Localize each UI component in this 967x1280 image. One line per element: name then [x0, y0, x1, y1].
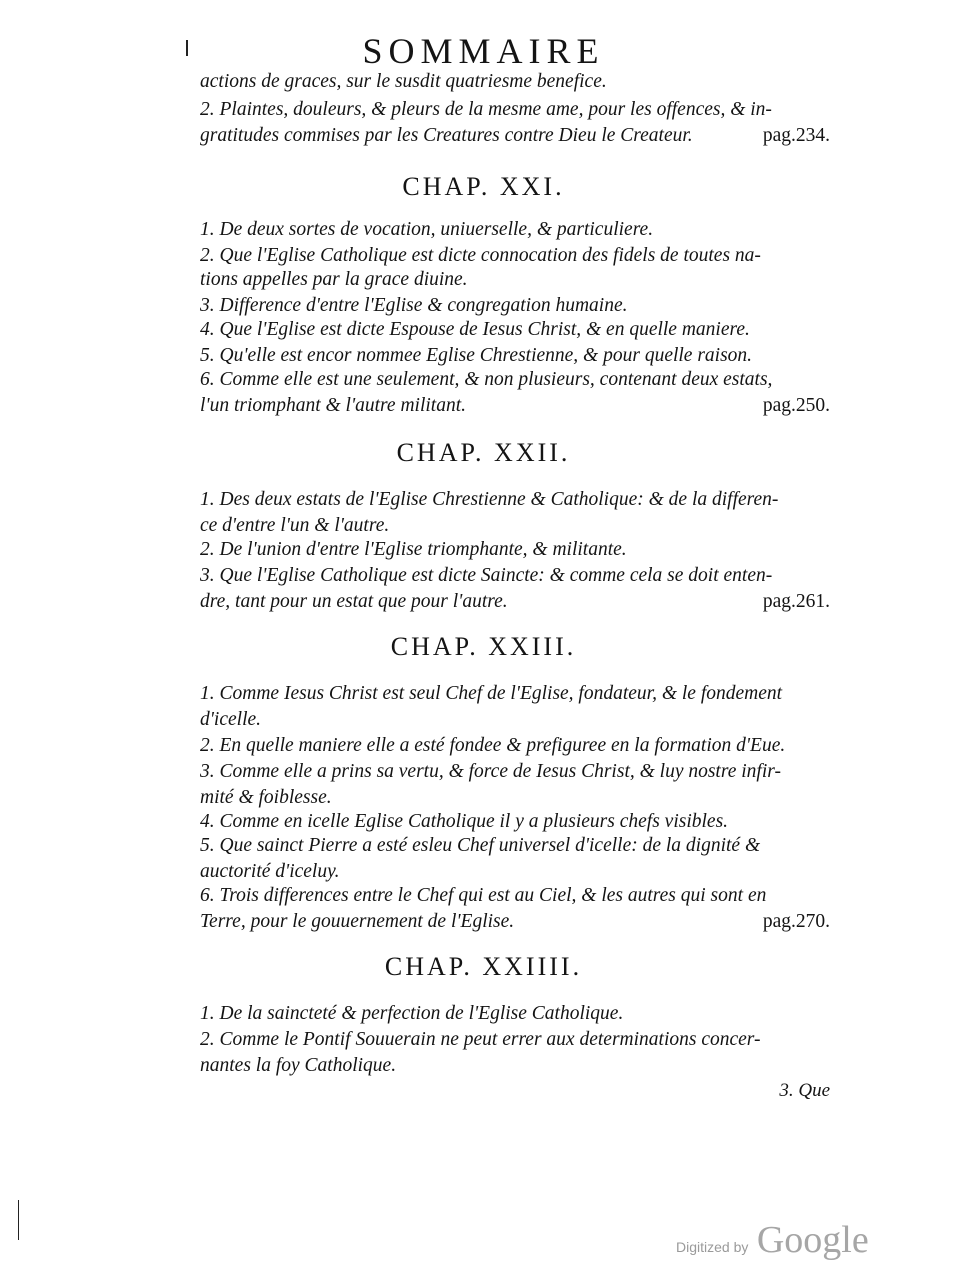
page-reference: pag.261.	[762, 591, 830, 612]
summary-text: 1. Des deux estats de l'Eglise Chrestienne & Catholique: & de la differen-	[200, 489, 779, 510]
summary-text: tions appelles par la grace diuine.	[200, 269, 468, 290]
summary-text: 3. Comme elle a prins sa vertu, & force de Iesus Christ, & luy nostre infir-	[200, 761, 781, 782]
scan-mark	[18, 1200, 19, 1240]
summary-text: 1. Comme Iesus Christ est seul Chef de l'Eglise, fondateur, & le fondement	[200, 683, 783, 704]
summary-line	[200, 294, 830, 318]
summary-text: 5. Qu'elle est encor nommee Eglise Chrestienne, & pour quelle raison.	[200, 345, 753, 366]
google-logo: Google	[756, 1219, 869, 1261]
chapter-heading: CHAP. XXIII.	[390, 632, 577, 661]
summary-line	[200, 218, 830, 242]
summary-line	[200, 810, 830, 834]
summary-line	[200, 538, 830, 562]
summary-line	[200, 590, 830, 614]
chapter-heading: CHAP. XXI.	[402, 172, 565, 201]
summary-text: 4. Comme en icelle Eglise Catholique il y a plusieurs chefs visibles.	[200, 811, 729, 832]
summary-line	[200, 244, 830, 268]
summary-text: mité & foiblesse.	[200, 787, 332, 808]
summary-line	[200, 70, 830, 94]
summary-line	[200, 860, 830, 884]
summary-line	[200, 760, 830, 784]
summary-line	[200, 734, 830, 758]
summary-line	[200, 268, 830, 292]
summary-line	[200, 1028, 830, 1052]
summary-text: 2. De l'union d'entre l'Eglise triomphante, & militante.	[200, 539, 627, 560]
summary-text: 3. Que l'Eglise Catholique est dicte Saincte: & comme cela se doit enten-	[200, 565, 773, 586]
summary-text: ce d'entre l'un & l'autre.	[200, 515, 390, 536]
summary-text: auctorité d'iceluy.	[200, 861, 340, 882]
summary-text: 2. Comme le Pontif Souuerain ne peut errer aux determinations concer-	[200, 1029, 761, 1050]
summary-line	[200, 488, 830, 512]
chapter-heading: CHAP. XXIIII.	[384, 952, 583, 981]
summary-text: dre, tant pour un estat que pour l'autre.	[200, 591, 508, 612]
page-reference: pag.234.	[762, 125, 830, 146]
chapter-heading: CHAP. XXII.	[396, 438, 571, 467]
summary-line	[200, 124, 830, 148]
summary-line	[200, 834, 830, 858]
catchword: 3. Que	[779, 1080, 830, 1101]
summary-text: 1. De la saincteté & perfection de l'Eglise Catholique.	[200, 1003, 624, 1024]
summary-text: d'icelle.	[200, 709, 262, 730]
summary-line	[200, 394, 830, 418]
summary-text: Terre, pour le gouuernement de l'Eglise.	[200, 911, 515, 932]
summary-text: l'un triomphant & l'autre militant.	[200, 395, 467, 416]
summary-text: nantes la foy Catholique.	[200, 1055, 397, 1076]
summary-line	[200, 708, 830, 732]
page-reference: pag.250.	[762, 395, 830, 416]
summary-line	[200, 682, 830, 706]
summary-line	[200, 910, 830, 934]
summary-text: gratitudes commises par les Creatures contre Dieu le Createur.	[200, 125, 693, 146]
summary-text: 2. Plaintes, douleurs, & pleurs de la mesme ame, pour les offences, & in-	[200, 99, 772, 120]
summary-text: 2. En quelle maniere elle a esté fondee & prefiguree en la formation d'Eue.	[200, 735, 786, 756]
summary-line	[200, 786, 830, 810]
summary-line	[200, 1002, 830, 1026]
summary-text: 5. Que sainct Pierre a esté esleu Chef universel d'icelle: de la dignité &	[200, 835, 761, 856]
summary-line	[200, 564, 830, 588]
summary-text: 3. Difference d'entre l'Eglise & congregation humaine.	[200, 295, 628, 316]
summary-text: 1. De deux sortes de vocation, uniuerselle, & particuliere.	[200, 219, 654, 240]
summary-text: 6. Trois differences entre le Chef qui est au Ciel, & les autres qui sont en	[200, 885, 767, 906]
page-header: SOMMAIRE	[362, 31, 605, 71]
summary-text: 2. Que l'Eglise Catholique est dicte connocation des fidels de toutes na-	[200, 245, 761, 266]
summary-line	[200, 98, 830, 122]
summary-line	[200, 318, 830, 342]
page-reference: pag.270.	[762, 911, 830, 932]
digitized-by-text: Digitized by	[676, 1239, 749, 1255]
scan-mark	[186, 40, 188, 56]
digitized-watermark	[676, 1218, 869, 1262]
summary-line	[200, 514, 830, 538]
summary-line	[200, 368, 830, 392]
summary-text: 6. Comme elle est une seulement, & non plusieurs, contenant deux estats,	[200, 369, 773, 390]
summary-text: 4. Que l'Eglise est dicte Espouse de Iesus Christ, & en quelle maniere.	[200, 319, 750, 340]
summary-line	[200, 1054, 830, 1078]
summary-line	[200, 344, 830, 368]
summary-text: actions de graces, sur le susdit quatriesme benefice.	[200, 71, 607, 92]
summary-line	[200, 884, 830, 908]
